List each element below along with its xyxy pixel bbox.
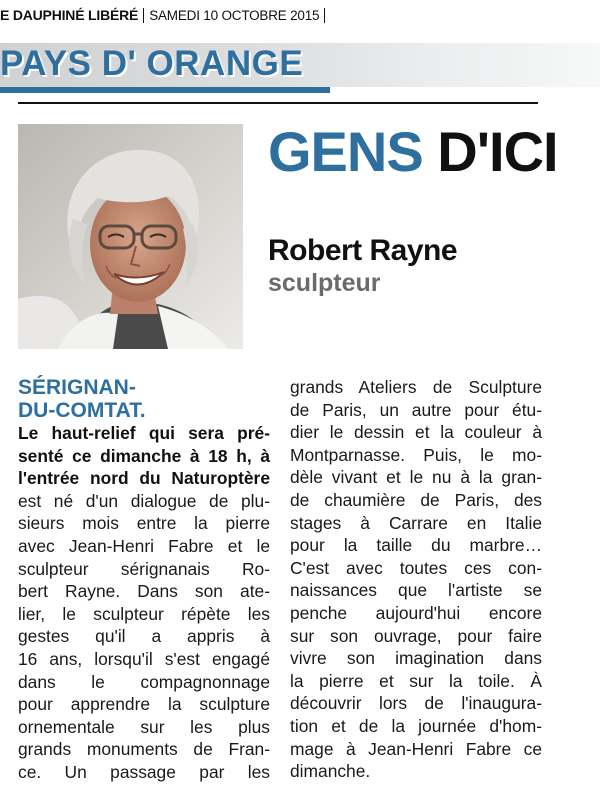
body-line: lier, le sculpteur répète les: [18, 603, 270, 624]
portrait-photo: [18, 124, 243, 349]
body-line: stages à Carrare en Italie: [290, 512, 542, 533]
portrait-illustration: [18, 124, 243, 349]
body-line: de Paris, un autre pour étu-: [290, 399, 542, 420]
lead-line: senté ce dimanche à 18 h, à: [18, 445, 270, 466]
section-underline: [0, 87, 330, 93]
body-line: grands monuments de Fran-: [18, 739, 270, 760]
body-line: grands Ateliers de Sculpture: [290, 377, 542, 397]
article-top-rule: [18, 102, 538, 104]
person-name: Robert Rayne: [268, 234, 458, 267]
body-line: est né d'un dialogue de plu-: [18, 490, 270, 511]
body-line: dans le compagnonnage: [18, 671, 270, 692]
body-line: mage à Jean-Henri Fabre ce: [290, 738, 542, 759]
body-line: sieurs mois entre la pierre: [18, 513, 270, 534]
body-line: penche aujourd'hui encore: [290, 602, 542, 623]
headline-part-2: D'ICI: [437, 120, 558, 183]
body-line: ce. Un passage par les: [18, 761, 270, 782]
masthead-separator: [143, 8, 144, 23]
publication-date: SAMEDI 10 OCTOBRE 2015: [149, 7, 320, 23]
body-line: la pierre et sur la toile. À: [290, 670, 542, 691]
body-line: découvrir lors de l'inaugura-: [290, 693, 542, 714]
body-line: pour la taille du marbre…: [290, 535, 542, 556]
body-line: naissances que l'artiste se: [290, 580, 542, 601]
article-column-right: [290, 376, 542, 783]
article-kicker: DU-COMTAT.: [18, 399, 146, 422]
body-line: C'est avec toutes ces con-: [290, 557, 542, 578]
body-line: sculpteur sérignanais Ro-: [18, 558, 270, 579]
body-line: dimanche.: [290, 761, 371, 782]
body-line: Montparnasse. Puis, le mo-: [290, 444, 542, 465]
body-line: dèle vivant et le nu à la gran-: [290, 467, 542, 488]
headline: [268, 118, 558, 186]
masthead: [0, 4, 330, 26]
body-line: sur son ouvrage, pour faire: [290, 625, 542, 646]
newspaper-name: E DAUPHINÉ LIBÉRÉ: [0, 7, 139, 23]
body-line: ornementale sur les plus: [18, 716, 270, 737]
section-title: PAYS D' ORANGE: [0, 44, 304, 83]
body-line: 16 ans, lorsqu'il s'est engagé: [18, 648, 270, 669]
body-line: vivre son imagination dans: [290, 648, 542, 669]
masthead-separator: [324, 8, 325, 23]
body-line: gestes qu'il a appris à: [18, 626, 270, 647]
article-kicker: SÉRIGNAN-: [18, 376, 136, 399]
body-line: bert Rayne. Dans son ate-: [18, 581, 270, 602]
body-line: de chaumière de Paris, des: [290, 489, 542, 510]
lead-line: l'entrée nord du Naturoptère: [18, 468, 270, 489]
headline-part-1: GENS: [268, 120, 423, 183]
person-role: sculpteur: [268, 269, 381, 297]
article-column-left: [18, 376, 270, 784]
body-line: tion et de la journée d'hom-: [290, 715, 542, 736]
body-line: dier le dessin et la couleur à: [290, 422, 542, 443]
body-line: pour apprendre la sculpture: [18, 694, 270, 715]
lead-line: Le haut-relief qui sera pré-: [18, 423, 270, 443]
body-line: avec Jean-Henri Fabre et le: [18, 535, 270, 556]
